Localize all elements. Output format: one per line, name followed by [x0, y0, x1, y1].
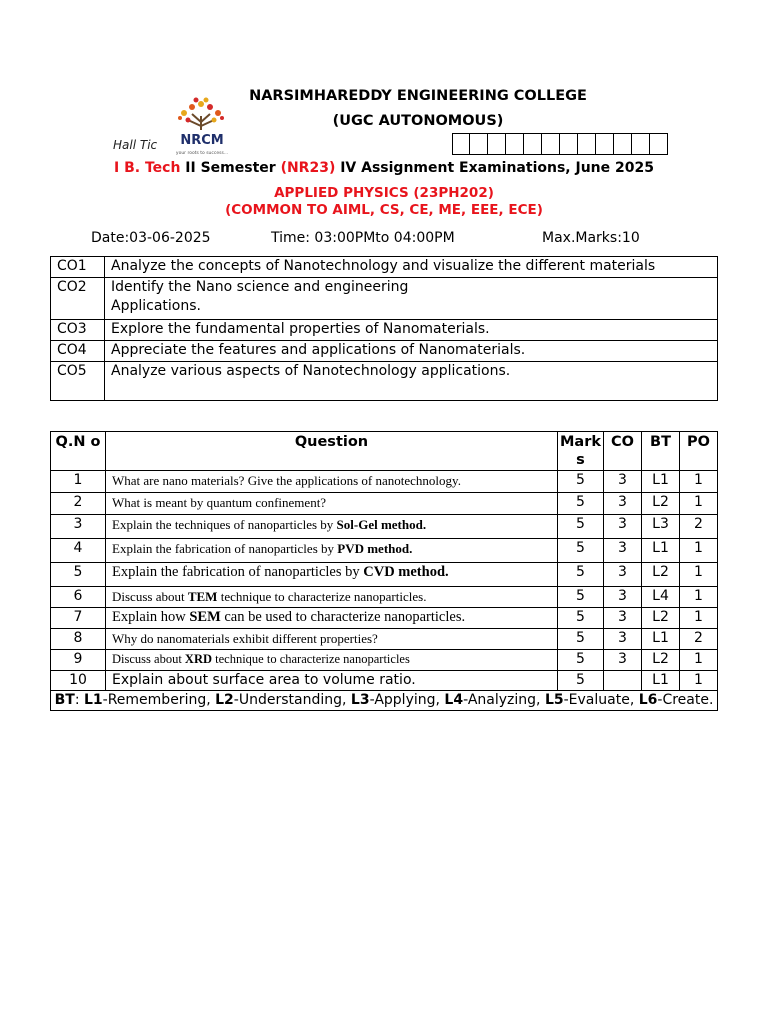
question-co: 3	[604, 471, 642, 493]
table-row	[51, 515, 718, 539]
college-logo	[168, 96, 236, 158]
question-marks: 5	[557, 539, 603, 563]
question-po: 1	[680, 563, 718, 587]
question-bt: L3	[642, 515, 680, 539]
co-code: CO4	[51, 341, 105, 362]
question-number: 6	[51, 587, 106, 608]
table-row	[51, 650, 718, 671]
header-po: PO	[680, 432, 718, 471]
logo-text: NRCM	[180, 133, 224, 148]
bt-legend: BT: L1-Remembering, L2-Understanding, L3-Applying, L4-Analyzing, L5-Evaluate, L6-Create.	[51, 691, 718, 711]
question-marks: 5	[557, 493, 603, 515]
table-row	[51, 493, 718, 515]
co-text: Explore the fundamental properties of Nanomaterials.	[105, 320, 718, 341]
question-number: 8	[51, 629, 106, 650]
question-number: 2	[51, 493, 106, 515]
header-marks: Mark s	[557, 432, 603, 471]
question-number: 4	[51, 539, 106, 563]
co-row	[51, 278, 718, 320]
question-po: 1	[680, 493, 718, 515]
table-header-row	[51, 432, 718, 471]
co-row	[51, 362, 718, 401]
table-row	[51, 471, 718, 493]
bt-legend-row	[51, 691, 718, 711]
question-text: Explain the fabrication of nanoparticles by PVD method.	[106, 539, 558, 563]
question-bt: L2	[642, 493, 680, 515]
question-co: 3	[604, 629, 642, 650]
question-co: 3	[604, 608, 642, 629]
question-bt: L1	[642, 471, 680, 493]
question-po: 1	[680, 671, 718, 691]
co-text: Analyze various aspects of Nanotechnology applications.	[105, 362, 718, 401]
question-marks: 5	[557, 563, 603, 587]
question-text: Discuss about XRD technique to characterize nanoparticles	[106, 650, 558, 671]
question-marks: 5	[557, 587, 603, 608]
table-row	[51, 671, 718, 691]
question-text: What are nano materials? Give the applications of nanotechnology.	[106, 471, 558, 493]
question-text: Explain the techniques of nanoparticles by Sol-Gel method.	[106, 515, 558, 539]
question-text: Explain how SEM can be used to characterize nanoparticles.	[106, 608, 558, 629]
co-code: CO3	[51, 320, 105, 341]
exam-title: I B. Tech II Semester (NR23) IV Assignment Examinations, June 2025	[114, 160, 654, 176]
question-number: 5	[51, 563, 106, 587]
question-number: 9	[51, 650, 106, 671]
header-co: CO	[604, 432, 642, 471]
table-row	[51, 563, 718, 587]
table-row	[51, 608, 718, 629]
course-outcomes-table	[50, 256, 718, 401]
question-co	[604, 671, 642, 691]
college-name: NARSIMHAREDDY ENGINEERING COLLEGE	[249, 88, 587, 104]
header-question: Question	[106, 432, 558, 471]
question-marks: 5	[557, 608, 603, 629]
question-number: 1	[51, 471, 106, 493]
table-row	[51, 629, 718, 650]
question-bt: L2	[642, 650, 680, 671]
co-row	[51, 257, 718, 278]
question-bt: L1	[642, 539, 680, 563]
question-marks: 5	[557, 650, 603, 671]
question-number: 7	[51, 608, 106, 629]
hall-ticket-label: Hall Tic	[113, 138, 158, 152]
co-row	[51, 341, 718, 362]
question-po: 1	[680, 608, 718, 629]
question-text: Explain the fabrication of nanoparticles by CVD method.	[106, 563, 558, 587]
co-code: CO5	[51, 362, 105, 401]
question-co: 3	[604, 539, 642, 563]
question-co: 3	[604, 563, 642, 587]
question-po: 1	[680, 539, 718, 563]
question-bt: L4	[642, 587, 680, 608]
common-branches: (COMMON TO AIML, CS, CE, ME, EEE, ECE)	[225, 202, 543, 218]
table-row	[51, 539, 718, 563]
exam-date: Date:03-06-2025	[91, 230, 211, 246]
question-co: 3	[604, 587, 642, 608]
question-marks: 5	[557, 471, 603, 493]
question-number: 10	[51, 671, 106, 691]
header-bt: BT	[642, 432, 680, 471]
tree-icon	[178, 98, 224, 131]
autonomy-status: (UGC AUTONOMOUS)	[332, 113, 504, 129]
question-text: Why do nanomaterials exhibit different properties?	[106, 629, 558, 650]
question-text: Discuss about TEM technique to characterize nanoparticles.	[106, 587, 558, 608]
question-marks: 5	[557, 671, 603, 691]
co-text: Identify the Nano science and engineering Applications.	[105, 278, 718, 320]
question-po: 1	[680, 587, 718, 608]
question-co: 3	[604, 493, 642, 515]
question-po: 1	[680, 650, 718, 671]
table-row	[51, 587, 718, 608]
question-text: What is meant by quantum confinement?	[106, 493, 558, 515]
question-co: 3	[604, 515, 642, 539]
question-co: 3	[604, 650, 642, 671]
question-text: Explain about surface area to volume ratio.	[106, 671, 558, 691]
co-code: CO2	[51, 278, 105, 320]
question-number: 3	[51, 515, 106, 539]
subject-title: APPLIED PHYSICS (23PH202)	[274, 185, 494, 201]
logo-tagline: your roots to success...	[175, 151, 229, 156]
exam-time: Time: 03:00PMto 04:00PM	[271, 230, 455, 246]
question-po: 2	[680, 515, 718, 539]
question-bt: L2	[642, 563, 680, 587]
header-qno: Q.N o	[51, 432, 106, 471]
co-text: Analyze the concepts of Nanotechnology and visualize the different materials	[105, 257, 718, 278]
question-marks: 5	[557, 515, 603, 539]
question-marks: 5	[557, 629, 603, 650]
hall-ticket-boxes[interactable]	[452, 133, 668, 155]
question-po: 2	[680, 629, 718, 650]
question-bt: L1	[642, 629, 680, 650]
question-bt: L2	[642, 608, 680, 629]
question-po: 1	[680, 471, 718, 493]
question-bt: L1	[642, 671, 680, 691]
co-row	[51, 320, 718, 341]
questions-table	[50, 431, 718, 711]
co-text: Appreciate the features and applications of Nanomaterials.	[105, 341, 718, 362]
max-marks: Max.Marks:10	[542, 230, 640, 246]
co-code: CO1	[51, 257, 105, 278]
